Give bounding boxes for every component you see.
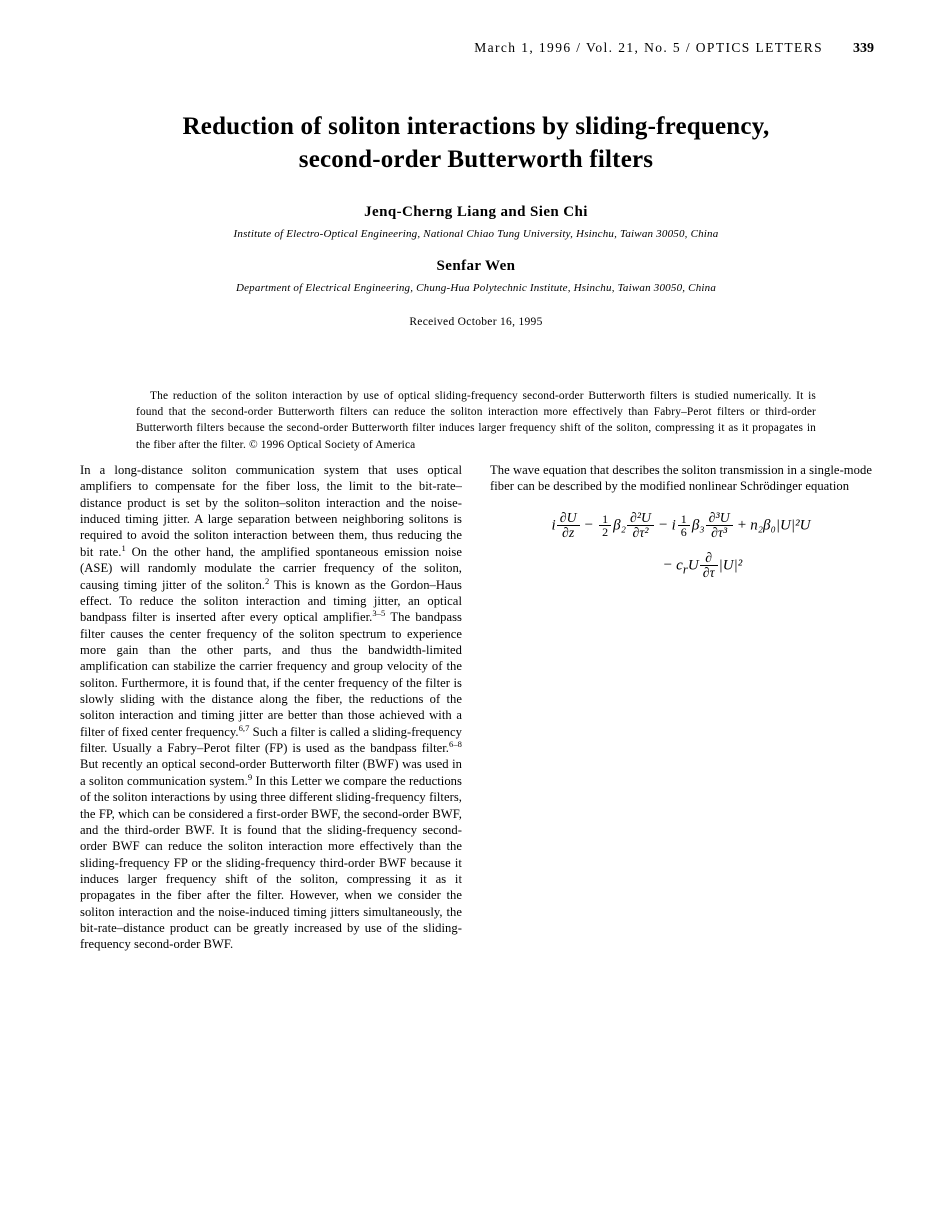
equation-line-2 <box>490 551 872 582</box>
title-line-1: Reduction of soliton interactions by sliding-frequency, <box>182 113 770 140</box>
affiliation-1: Institute of Electro-Optical Engineering, National Chiao Tung University, Hsinchu, Taiwan 30050, China <box>233 228 719 240</box>
received-date: Received October 16, 1995 <box>409 316 543 328</box>
copyright-notice: © 1996 Optical Society of America <box>249 438 416 451</box>
equation-line-1 <box>490 511 872 541</box>
paragraph-text: The wave equation that describes the soliton transmission in a single-mode fiber can be described by the modified nonlinear Schrödinger equation <box>490 463 872 494</box>
eq-one-sixth: $\frac{1}{6}$ <box>678 513 690 539</box>
eq-cr-subscript: r <box>682 562 688 577</box>
eq-beta2: β₂ <box>613 517 626 534</box>
affiliation-2: Department of Electrical Engineering, Chung-Hua Polytechnic Institute, Hsinchu, Taiwan 30050, China <box>235 282 717 294</box>
eq-beta3: β₃ <box>691 517 705 534</box>
right-column <box>490 462 872 582</box>
eq-minus-1: − <box>584 517 594 534</box>
left-column <box>80 462 462 953</box>
eq-d-dtau: $\frac{\partial}{\partial\tau}$ <box>700 551 718 581</box>
author-group-2: Senfar Wen <box>436 258 516 274</box>
right-column-paragraph-1 <box>490 462 872 495</box>
abstract <box>136 388 816 453</box>
eq-minus-2: − <box>659 517 668 534</box>
abstract-text: The reduction of the soliton interaction by use of optical sliding-frequency second-order Butterworth filters is studied numerically. It is found that the second-order Butterworth filters can reduce the soliton interaction more effectively than Fabry–Perot filters or third-order Butterworth filters because the second-order Butterworth filter induces larger frequency shift of the soliton, compressing it as it propagates in the fiber after the filter. <box>136 390 816 451</box>
eq-dU-dz: $\frac{\partial U}{\partial z}$ <box>557 511 580 541</box>
running-head-text: March 1, 1996 / Vol. 21, No. 5 / OPTICS LETTERS <box>474 40 824 55</box>
left-column-paragraph-1 <box>80 462 462 953</box>
page-number: 339 <box>853 41 874 56</box>
title-block <box>76 110 876 328</box>
eq-d3U-dtau3: $\frac{\text{∂³U}}{\text{∂τ³}}$ <box>706 511 733 541</box>
eq-mod-U-squared: |U|² <box>718 557 743 574</box>
eq-minus-3: − <box>663 557 673 574</box>
eq-plus: + <box>737 517 747 534</box>
eq-i: i <box>551 517 556 534</box>
eq-i-2: i <box>671 517 676 534</box>
equation-1 <box>490 511 872 582</box>
title-line-2: second-order Butterworth filters <box>298 146 654 173</box>
body-columns <box>80 462 872 1172</box>
page-title <box>76 110 876 176</box>
paragraph-text: In a long-distance soliton communication system that uses optical amplifiers to compensate for the fiber loss, the limit to the bit-rate–distance product is set by the soliton–soliton interaction and the noise-induced timing jitter. A large separation between neighboring solitons is required to avoid the soliton interaction between them, thus reducing the bit rate.$^1$ On the other hand, the amplified spontaneous emission noise (ASE) will randomly modulate the carrier frequency of the soliton, causing timing jitter of the soliton.$^2$ This is known as the Gordon–Haus effect. To reduce the soliton interaction and timing jitter, an optical bandpass filter is inserted after every optical amplifier.$^{3-5}$ The bandpass filter causes the center frequency of the soliton spectrum to experience more gain than the other parts, and thus the bandwidth-limited amplification can stabilize the carrier frequency and group velocity of the soliton. Furthermore, it is found that, if the center frequency of the filter is slowly sliding with the distance along the fiber, the reductions of the soliton interaction and timing jitter are better than those achieved with a filter of fixed center frequency.$^{6,7}$ Such a filter is called a sliding-frequency filter. Usually a Fabry–Perot filter (FP) is used as the bandpass filter.$^{6-8}$ But recently an optical second-order Butterworth filter (BWF) was used in a soliton communication system.$^9$ In this Letter we compare the reductions of the soliton interactions by using three different sliding-frequency filters, the FP, which can be considered a first-order BWF, the second-order BWF, and the third-order BWF. It is found that the sliding-frequency second-order BWF can reduce the soliton interaction more effectively than the sliding-frequency FP or the sliding-frequency third-order BWF because it induces larger frequency shift of the soliton, compressing it as it propagates in the fiber after the filter. However, when we consider the soliton interaction and the noise-induced timing jitters simultaneously, the bit-rate–distance product can be greatly increased by use of the sliding-frequency second-order BWF. <box>80 463 463 952</box>
eq-one-half: $\frac{1}{2}$ <box>599 513 611 539</box>
eq-cr: c <box>676 557 683 574</box>
eq-d2U-dtau2: $\frac{\text{∂²U}}{\text{∂τ²}}$ <box>627 511 654 541</box>
author-group-1: Jenq-Cherng Liang and Sien Chi <box>364 204 588 220</box>
running-head <box>0 40 952 57</box>
eq-nonlinear-term: n₂β₀|U|²U <box>750 517 811 534</box>
eq-U: U <box>687 557 699 574</box>
